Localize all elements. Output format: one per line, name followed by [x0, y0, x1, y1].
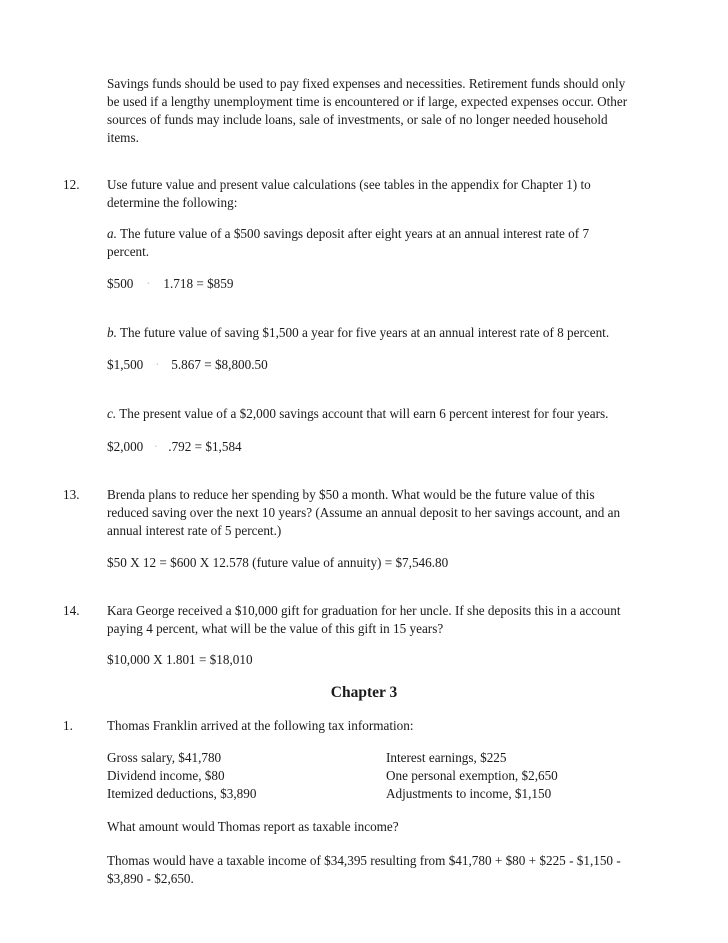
tax-item-personal-exemption: One personal exemption, $2,650	[386, 768, 558, 783]
question-12c-text: The present value of a $2,000 savings account that will earn 6 percent interest for four years.	[116, 406, 609, 421]
question-12b-line-1	[107, 325, 609, 341]
question-13-line-1	[63, 487, 595, 503]
question-14-line-2: paying 4 percent, what will be the value of this gift in 15 years?	[107, 621, 444, 636]
intro-line-3: sources of funds may include loans, sale of investments, or sale of no longer needed household	[107, 112, 608, 127]
question-12c-calculation	[107, 439, 242, 455]
question-14-number: 14.	[63, 603, 80, 618]
question-13-text-1: Brenda plans to reduce her spending by $50 a month. What would be the future value of this	[107, 487, 595, 502]
calc-12b-left: $1,500	[107, 357, 144, 372]
calc-12a-operator: ·	[146, 276, 151, 291]
calc-12c-right: .792 = $1,584	[168, 439, 242, 454]
question-14-line-1	[63, 603, 621, 619]
chapter3-question-1-text: Thomas Franklin arrived at the following tax information:	[107, 718, 414, 733]
question-13-line-3: annual interest rate of 5 percent.)	[107, 523, 282, 538]
calc-12a-left: $500	[107, 276, 134, 291]
question-12c-line-1	[107, 406, 608, 422]
question-12-line-1	[63, 177, 591, 193]
calc-12b-operator: ·	[155, 357, 160, 372]
question-13-answer: $50 X 12 = $600 X 12.578 (future value of annuity) = $7,546.80	[107, 555, 449, 570]
question-12-line-2: determine the following:	[107, 195, 238, 210]
question-12a-text: The future value of a $500 savings deposit after eight years at an annual interest rate of 7	[116, 226, 590, 241]
question-14-text-1: Kara George received a $10,000 gift for graduation for her uncle. If she deposits this in a account	[107, 603, 621, 618]
question-12a-line-1	[107, 226, 589, 242]
question-12-number: 12.	[63, 177, 80, 192]
question-12a-line-2: percent.	[107, 244, 150, 259]
calc-12a-right: 1.718 = $859	[163, 276, 234, 291]
chapter3-question-1-answer-line-1: Thomas would have a taxable income of $34,395 resulting from $41,780 + $80 + $225 - $1,150 -	[107, 853, 621, 868]
question-13-number: 13.	[63, 487, 80, 502]
question-14-answer: $10,000 X 1.801 = $18,010	[107, 652, 253, 667]
question-12b-text: The future value of saving $1,500 a year for five years at an annual interest rate of 8 percent.	[116, 325, 610, 340]
question-12b-label: b.	[107, 325, 117, 340]
tax-item-gross-salary: Gross salary, $41,780	[107, 750, 222, 765]
calc-12b-right: 5.867 = $8,800.50	[171, 357, 268, 372]
chapter3-question-1-number: 1.	[63, 718, 73, 733]
intro-line-4: items.	[107, 130, 139, 145]
chapter3-question-1-line-1	[63, 718, 414, 734]
intro-line-1: Savings funds should be used to pay fixed expenses and necessities. Retirement funds should only	[107, 76, 626, 91]
question-13-line-2: reduced saving over the next 10 years? (Assume an annual deposit to her savings account, and an	[107, 505, 621, 520]
calc-12c-left: $2,000	[107, 439, 144, 454]
chapter3-question-1-question: What amount would Thomas report as taxable income?	[107, 819, 399, 834]
tax-item-itemized-deductions: Itemized deductions, $3,890	[107, 786, 257, 801]
question-12c-label: c.	[107, 406, 117, 421]
question-12a-calculation	[107, 276, 233, 292]
tax-item-adjustments: Adjustments to income, $1,150	[386, 786, 552, 801]
question-12-text-1: Use future value and present value calculations (see tables in the appendix for Chapter 1) to	[107, 177, 591, 192]
calc-12c-operator: ·	[153, 439, 158, 454]
chapter3-question-1-answer-line-2: $3,890 - $2,650.	[107, 871, 194, 886]
question-12b-calculation	[107, 357, 268, 373]
tax-item-dividend-income: Dividend income, $80	[107, 768, 225, 783]
tax-item-interest-earnings: Interest earnings, $225	[386, 750, 507, 765]
chapter-heading: Chapter 3	[330, 684, 398, 701]
question-12a-label: a.	[107, 226, 117, 241]
intro-line-2: be used if a lengthy unemployment time is encountered or if large, expected expenses occur. Other	[107, 94, 628, 109]
